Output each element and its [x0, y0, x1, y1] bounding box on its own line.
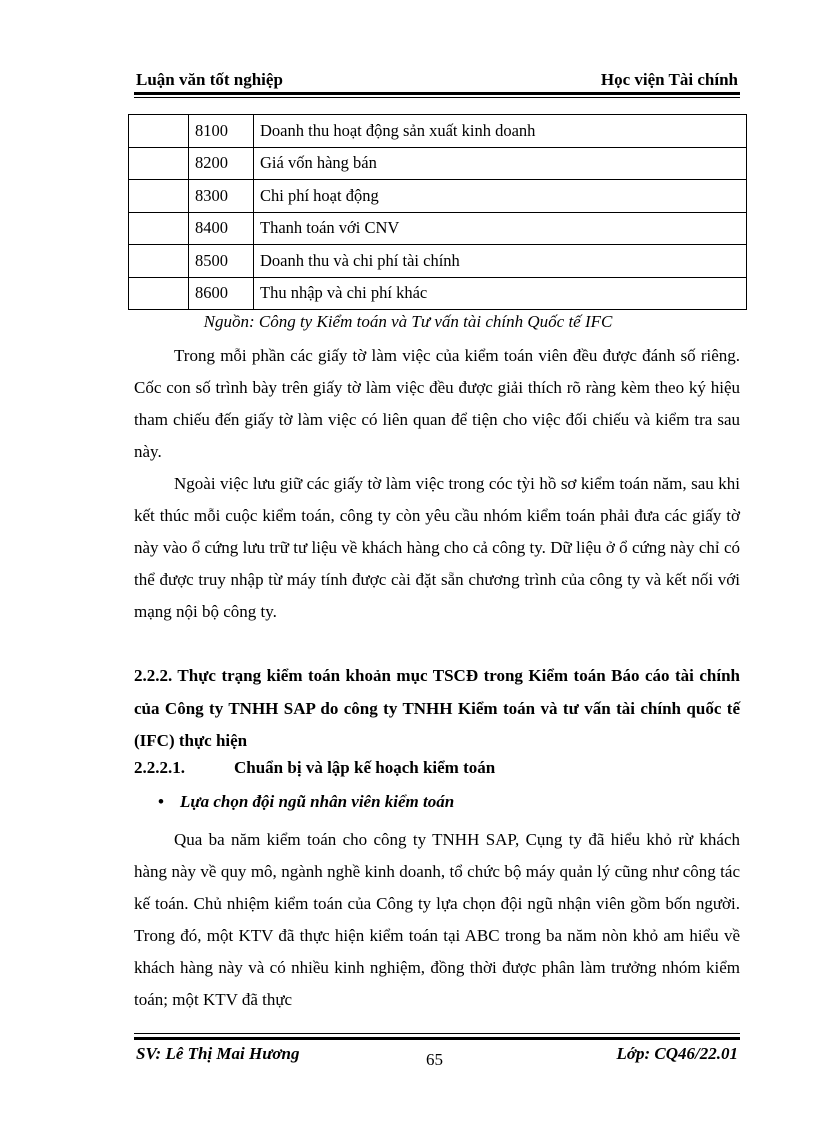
table-empty-cell — [129, 245, 189, 278]
table-name-cell: Thanh toán với CNV — [254, 212, 747, 245]
table-row — [129, 180, 747, 213]
footer-class: Lớp: CQ46/22.01 — [616, 1044, 738, 1063]
table-empty-cell — [129, 277, 189, 310]
table-row — [129, 245, 747, 278]
footer-student: SV: Lê Thị Mai Hương — [136, 1044, 300, 1063]
paragraph-storage: Ngoài việc lưu giữ các giấy tờ làm việc trong cóc tỳi hồ sơ kiểm toán năm, sau khi kết thúc mỗi cuộc kiểm toán, công ty còn yêu cầu nhóm kiểm toán phải đưa các giấy tờ này vào ổ cứng lưu trữ tư liệu về khách hàng cho cả công ty. Dữ liệu ở ổ cứng này chỉ có thể được truy nhập từ máy tính được cài đặt sẵn chương trình của công ty và kết nối với mạng nội bộ công ty. — [134, 474, 740, 621]
table-empty-cell — [129, 147, 189, 180]
footer-rule-thick — [134, 1037, 740, 1040]
table-code-cell: 8100 — [189, 115, 254, 148]
table-code-cell: 8200 — [189, 147, 254, 180]
table-code-cell: 8600 — [189, 277, 254, 310]
section-heading-2-2-2: 2.2.2. Thực trạng kiểm toán khoản mục TSCĐ trong Kiểm toán Báo cáo tài chính của Công ty TNHH SAP do công ty TNHH Kiểm toán và tư vấn tài chính quốc tế (IFC) thực hiện — [134, 666, 740, 750]
table-empty-cell — [129, 115, 189, 148]
section-heading-2-2-2-1 — [134, 758, 740, 778]
table-name-cell: Chi phí hoạt động — [254, 180, 747, 213]
page-footer — [134, 1042, 740, 1068]
paragraph-team-selection: Qua ba năm kiểm toán cho công ty TNHH SAP, Cụng ty đã hiểu khỏ rừ khách hàng này về quy mô, ngành nghề kinh doanh, tổ chức bộ máy quản lý cũng như công tác kế toán. Chủ nhiệm kiểm toán của Công ty lựa chọn đội ngũ nhận viên gồm bốn người. Trong đó, một KTV đã thực hiện kiểm toán tại ABC trong ba năm nòn khỏ am hiểu về khách hàng này và có nhiều kinh nghiệm, đồng thời được phân làm trưởng nhóm kiểm toán; một KTV đã thực — [134, 830, 740, 1009]
bullet-item — [158, 792, 454, 812]
table-empty-cell — [129, 180, 189, 213]
page-header — [134, 68, 740, 92]
header-institution: Học viện Tài chính — [600, 70, 738, 89]
footer-rule-thin — [134, 1033, 740, 1034]
table-row — [129, 277, 747, 310]
table-code-cell: 8500 — [189, 245, 254, 278]
section-number: 2.2.2.1. — [134, 758, 185, 777]
bullet-dot-icon: • — [158, 792, 164, 811]
header-rule-thick — [134, 92, 740, 95]
table-row — [129, 212, 747, 245]
page-number: 65 — [426, 1050, 443, 1069]
table-name-cell: Giá vốn hàng bán — [254, 147, 747, 180]
bullet-text: Lựa chọn đội ngũ nhân viên kiểm toán — [180, 792, 455, 811]
table-empty-cell — [129, 212, 189, 245]
paragraph-working-papers: Trong mỗi phần các giấy tờ làm việc của kiểm toán viên đều được đánh số riêng. Cốc con số trình bày trên giấy tờ làm việc đều được giải thích rõ ràng kèm theo ký hiệu tham chiếu đến giấy tờ làm việc có liên quan để tiện cho việc đối chiếu và kiểm tra sau này. — [134, 346, 740, 461]
table-code-cell: 8400 — [189, 212, 254, 245]
account-code-table — [128, 114, 747, 310]
table-source-caption: Nguồn: Công ty Kiểm toán và Tư vấn tài chính Quốc tế IFC — [203, 312, 613, 331]
table-name-cell: Thu nhập và chi phí khác — [254, 277, 747, 310]
table-name-cell: Doanh thu hoạt động sản xuất kinh doanh — [254, 115, 747, 148]
table-name-cell: Doanh thu và chi phí tài chính — [254, 245, 747, 278]
table-row — [129, 147, 747, 180]
section-title: Chuẩn bị và lập kế hoạch kiểm toán — [234, 758, 496, 777]
table-row — [129, 115, 747, 148]
table-code-cell: 8300 — [189, 180, 254, 213]
header-thesis-label: Luận văn tốt nghiệp — [136, 70, 283, 89]
header-rule-thin — [134, 97, 740, 98]
